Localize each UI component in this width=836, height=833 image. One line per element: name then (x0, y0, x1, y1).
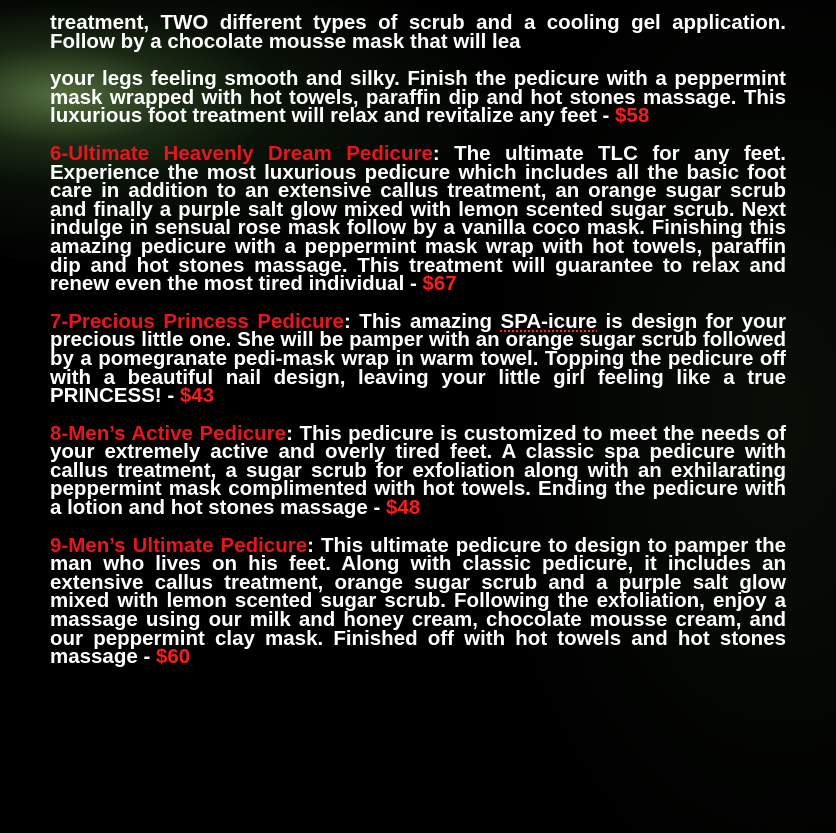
service-title: 9-Men’s Ultimate Pedicure (50, 533, 308, 557)
paragraph-ultimate-heavenly-dream (50, 141, 786, 296)
pedicure-menu-text (50, 11, 787, 686)
paragraph-text: is design for your precious little one. She will be pamper with an orange sugar scrub followed by a pomegranate pedi-mask wrap in warm towel. Topping the pedicure off with a beautiful nail design, leaving your little girl feeling like a true PRINCESS! - (50, 309, 787, 408)
service-title: 7-Precious Princess Pedicure (50, 309, 344, 333)
paragraph-treatment-continued (50, 67, 786, 128)
price-label: $58 (615, 104, 650, 128)
paragraph-text: : This amazing (343, 309, 501, 333)
paragraph-text: : The ultimate TLC for any feet. Experience the most luxurious pedicure which includes all the basic foot care in addition to an extensive callus treatment, an orange sugar scrub and finally a purple salt glow mixed with lemon scented sugar scrub. Next indulge in sensual rose mask follow by a vanilla coco mask. Finishing this amazing pedicure with a peppermint mask wrap with hot towels, paraffin dip and hot stones massage. This treatment will guarantee to relax and renew even the most tired individual - (50, 141, 786, 296)
paragraph-text: : This pedicure is customized to meet the needs of your extremely active and overly tired feet. A classic spa pedicure with callus treatment, a sugar scrub for exfoliation along with an exhilarating peppermint mask complimented with hot towels. Ending the pedicure with a lotion and hot stones massage - (50, 421, 786, 520)
paragraph-mens-ultimate (50, 533, 786, 669)
price-label: $60 (155, 645, 191, 669)
paragraph-text: treatment, TWO different types of scrub and a cooling gel application. Follow by a chocolate mousse mask that will lea (50, 11, 786, 53)
price-label: $48 (386, 496, 421, 520)
service-title: 8-Men’s Active Pedicure (50, 421, 287, 445)
spellcheck-word[interactable]: SPA-icure (500, 309, 597, 333)
service-title: 6-Ultimate Heavenly Dream Pedicure (50, 141, 433, 165)
price-label: $43 (179, 384, 215, 408)
price-label: $67 (422, 272, 457, 296)
paragraph-text: : This ultimate pedicure to design to pamper the man who lives on his feet. Along with classic pedicure, it includes an extensive callus treatment, orange sugar scrub and a purple salt glow mixed with lemon scented sugar scrub. Following the exfoliation, enjoy a massage using our milk and honey cream, chocolate mousse cream, and our peppermint clay mask. Finished off with hot towels and hot stones massage - (50, 533, 786, 669)
paragraph-treatment-intro (50, 11, 786, 53)
paragraph-precious-princess (50, 309, 787, 408)
paragraph-mens-active (50, 421, 786, 520)
paragraph-text: your legs feeling smooth and silky. Finish the pedicure with a peppermint mask wrapped with hot towels, paraffin dip and hot stones massage. This luxurious foot treatment will relax and revitalize any feet - (50, 67, 786, 128)
